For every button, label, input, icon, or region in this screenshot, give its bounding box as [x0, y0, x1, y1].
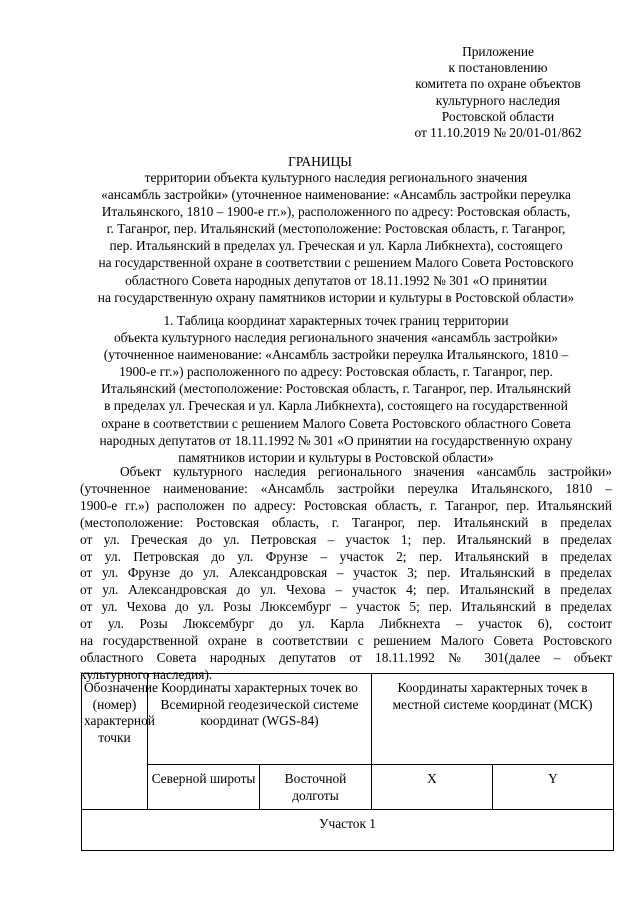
subtitle-line: пер. Итальянский в пределах ул. Греческая и ул. Карла Либкнехта), состоящего: [109, 238, 563, 254]
caption-line: 1900-е гг.») расположенного по адресу: Ростовская область, г. Таганрог, пер.: [119, 364, 553, 380]
caption-line: объекта культурного наследия регионального значения «ансамбль застройки»: [113, 330, 558, 346]
caption-line: в пределах ул. Греческая и ул. Карла Либкнехта), состоящего на государственной: [104, 398, 568, 414]
paragraph-line: от ул. Петровская до ул. Фрунзе – участок 2; пер. Итальянский в пределах: [80, 548, 612, 564]
y-header: Y: [493, 765, 614, 810]
table-caption: [40, 312, 632, 466]
subtitle-line: г. Таганрог, пер. Итальянский (местоположение: Ростовская область, г. Таганрог,: [106, 221, 566, 237]
paragraph-line: 1900-е гг.») расположен по адресу: Ростовская область, г. Таганрог, пер. Итальянский: [80, 497, 612, 513]
object-description-paragraph: [80, 464, 612, 684]
paragraph-line: Объект культурного наследия регионального значения «ансамбль застройки»: [120, 464, 612, 479]
appendix-line: комитета по охране объектов: [415, 76, 581, 92]
caption-line: Итальянский (местоположение: Ростовская область, г. Таганрог, пер. Итальянский: [101, 381, 571, 397]
section-label: Участок 1: [82, 810, 614, 851]
caption-line: памятников истории и культуры в Ростовской области»: [178, 449, 494, 465]
appendix-line: культурного наследия: [435, 92, 561, 108]
paragraph-line: от ул. Розы Люксембург до ул. Карла Либкнехта – участок 6), состоит: [80, 616, 612, 632]
subtitle-line: областного Совета народных депутатов от 18.11.1992 № 301 «О принятии: [125, 272, 547, 288]
paragraph-line: областного Совета народных депутатов от 18.11.1992 № 301(далее – объект: [80, 649, 612, 665]
document-title: ГРАНИЦЫ: [288, 154, 352, 169]
section-row: [82, 810, 614, 851]
caption-line: народных депутатов от 18.11.1992 № 301 «О принятии на государственную охрану: [99, 432, 573, 448]
paragraph-line: от ул. Чехова до ул. Розы Люксембург – участок 5; пер. Итальянский в пределах: [80, 599, 612, 615]
wgs84-header: Координаты характерных точек во Всемирной геодезической системе координат (WGS-84): [148, 674, 372, 765]
caption-line: охране в соответствии с решением Малого Совета Ростовского областного Совета: [101, 415, 571, 431]
appendix-line: Приложение: [462, 44, 534, 59]
document-subtitle: [40, 169, 632, 306]
appendix-header: [398, 44, 598, 141]
paragraph-line: от ул. Александровская до ул. Чехова – участок 4; пер. Итальянский в пределах: [80, 582, 612, 598]
subtitle-line: «ансамбль застройки» (уточненное наименование: «Ансамбль застройки переулка: [101, 187, 571, 203]
east-longitude-header: Восточной долготы: [260, 765, 372, 810]
paragraph-line: от ул. Греческая до ул. Петровская – участок 1; пер. Итальянский в пределах: [80, 531, 612, 547]
paragraph-line: культурного наследия).: [80, 666, 213, 682]
paragraph-line: (уточненное наименование: «Ансамбль застройки переулка Итальянского, 1810 –: [80, 480, 612, 496]
table-header-row: [82, 674, 614, 765]
appendix-line: от 11.10.2019 № 20/01-01/862: [414, 125, 582, 141]
table-subheader-row: [82, 765, 614, 810]
north-latitude-header: Северной широты: [148, 765, 260, 810]
paragraph-line: (местоположение: Ростовская область, г. Таганрог, пер. Итальянский в пределах: [80, 514, 612, 530]
x-header: X: [372, 765, 493, 810]
subtitle-line: на государственной охране в соответствии с решением Малого Совета Ростовского: [98, 255, 574, 271]
subtitle-line: территории объекта культурного наследия регионального значения: [144, 170, 528, 185]
subtitle-line: на государственную охрану памятников истории и культуры в Ростовской области»: [97, 289, 575, 305]
coordinates-table: [81, 673, 614, 851]
paragraph-line: на государственной охране в соответствии с решением Малого Совета Ростовского: [80, 633, 612, 649]
appendix-line: Ростовской области: [441, 108, 555, 124]
subtitle-line: Итальянского, 1810 – 1900-е гг.»), расположенного по адресу: Ростовская область,: [101, 204, 571, 220]
paragraph-line: от ул. Фрунзе до ул. Александровская – участок 3; пер. Итальянский в пределах: [80, 565, 612, 581]
caption-line: 1. Таблица координат характерных точек границ территории: [163, 313, 509, 328]
appendix-line: к постановлению: [448, 60, 548, 76]
caption-line: (уточненное наименование: «Ансамбль застройки переулка Итальянского, 1810 –: [103, 347, 569, 363]
point-id-header: Обозначение (номер) характерной точки: [82, 674, 148, 810]
msk-header: Координаты характерных точек в местной системе координат (МСК): [372, 674, 614, 765]
